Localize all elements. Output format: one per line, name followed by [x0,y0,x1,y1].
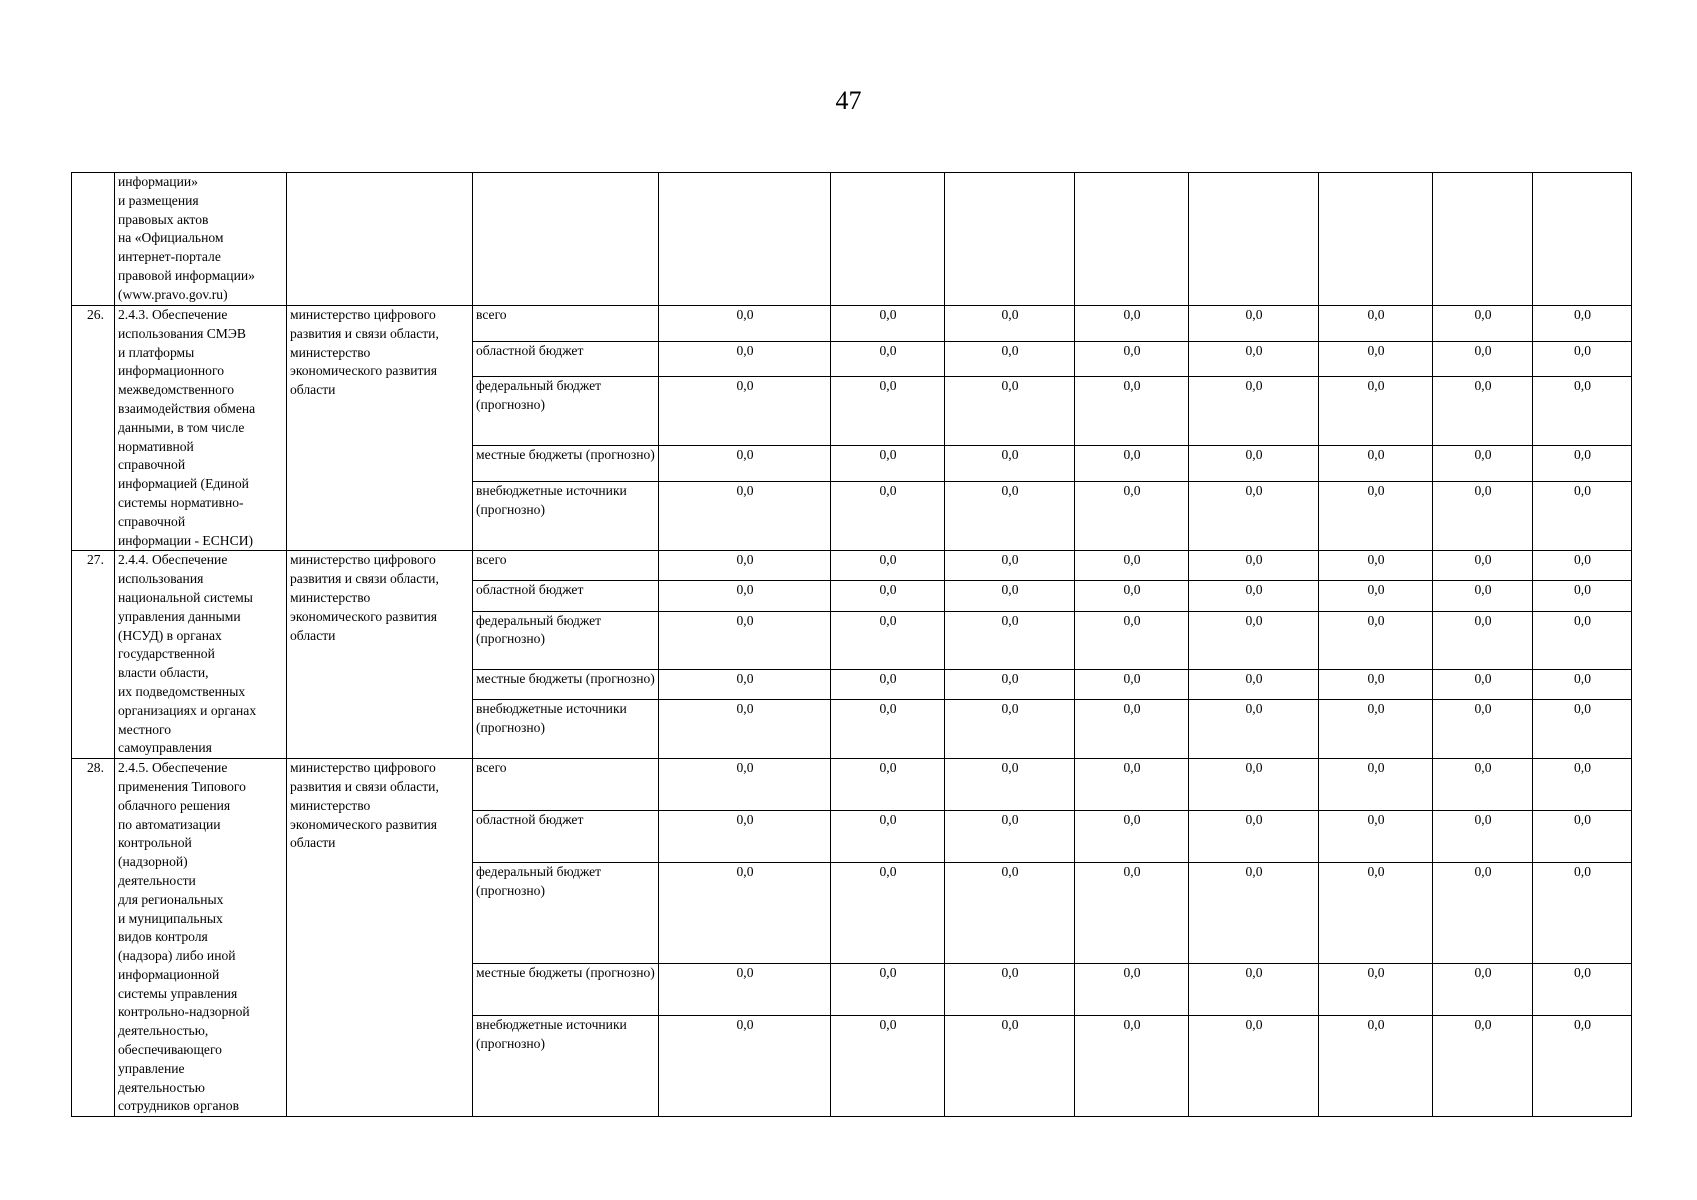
event-name-line: (www.pravo.gov.ru) [118,286,228,302]
event-name-cell [115,759,287,1117]
value-cell: 0,0 [1433,306,1533,342]
value-cell: 0,0 [1433,862,1533,963]
value-cell: 0,0 [659,611,831,670]
event-name-line: сотрудников органов [118,1098,240,1114]
value-cell: 0,0 [1533,551,1632,581]
event-name-line: использования [118,571,204,587]
value-cell: 0,0 [1433,581,1533,611]
value-cell: 0,0 [1533,700,1632,759]
value-cell: 0,0 [1433,1016,1533,1117]
value-cell: 0,0 [1319,551,1433,581]
event-name-line: власти области, [118,665,209,681]
value-cell: 0,0 [831,811,945,863]
event-name-line: использования СМЭВ [118,325,246,341]
event-name-line: 2.4.3. Обеспечение [118,307,228,322]
event-name-line: деятельности [118,872,196,888]
value-cell: 0,0 [1075,482,1189,551]
funding-source-cell: всего [473,306,659,342]
funding-source-cell: федеральный бюджет (прогнозно) [473,862,659,963]
value-cell: 0,0 [945,482,1075,551]
funding-source-cell: областной бюджет [473,581,659,611]
executor-line: министерство цифрового [290,307,436,322]
value-cell: 0,0 [1533,482,1632,551]
value-cell: 0,0 [1433,482,1533,551]
value-cell: 0,0 [659,482,831,551]
empty-cell [473,173,659,306]
value-cell: 0,0 [831,670,945,700]
value-cell: 0,0 [1319,1016,1433,1117]
value-cell: 0,0 [659,811,831,863]
event-name-line: государственной [118,646,215,662]
value-cell: 0,0 [659,581,831,611]
funding-source-cell: местные бюджеты (прогнозно) [473,670,659,700]
event-name-line: информационного [118,363,225,379]
value-cell: 0,0 [1533,862,1632,963]
empty-cell [1533,173,1632,306]
value-cell: 0,0 [1533,341,1632,377]
value-cell: 0,0 [1189,611,1319,670]
value-cell: 0,0 [1433,611,1533,670]
value-cell: 0,0 [945,581,1075,611]
value-cell: 0,0 [831,700,945,759]
event-name-line: деятельностью [118,1079,205,1095]
value-cell: 0,0 [1433,551,1533,581]
value-cell: 0,0 [945,700,1075,759]
event-name-line: (надзора) либо иной [118,948,236,964]
event-name-line: по автоматизации [118,816,221,832]
funding-source-cell: местные бюджеты (прогнозно) [473,446,659,482]
executor-line: министерство цифрового [290,552,436,568]
value-cell: 0,0 [1189,759,1319,811]
event-name-line: их подведомственных [118,683,246,699]
value-cell: 0,0 [1533,611,1632,670]
value-cell: 0,0 [1319,306,1433,342]
value-cell: 0,0 [1533,446,1632,482]
value-cell: 0,0 [945,811,1075,863]
value-cell: 0,0 [659,341,831,377]
value-cell: 0,0 [831,581,945,611]
executor-line: развития и связи области, [290,325,439,341]
event-name-line: обеспечивающего [118,1042,222,1058]
value-cell: 0,0 [945,446,1075,482]
value-cell: 0,0 [1075,581,1189,611]
executor-cell [287,759,473,1117]
value-cell: 0,0 [1189,964,1319,1016]
event-name-line: информацией (Единой [118,476,249,492]
value-cell: 0,0 [1533,670,1632,700]
value-cell: 0,0 [1433,700,1533,759]
value-cell: 0,0 [659,306,831,342]
row-number-cell: 27. [72,551,115,759]
value-cell: 0,0 [1319,482,1433,551]
empty-cell [659,173,831,306]
value-cell: 0,0 [1319,446,1433,482]
executor-line: министерство [290,589,371,605]
value-cell: 0,0 [945,670,1075,700]
value-cell: 0,0 [1075,670,1189,700]
executor-cell [287,306,473,551]
funding-source-cell: всего [473,551,659,581]
value-cell: 0,0 [831,1016,945,1117]
event-name-line: правовой информации» [118,267,255,283]
funding-source-cell: внебюджетные источники (прогнозно) [473,482,659,551]
empty-cell [1075,173,1189,306]
event-name-line: системы управления [118,985,238,1001]
event-name-line: самоуправления [118,740,212,756]
executor-line: развития и связи области, [290,571,439,587]
value-cell: 0,0 [659,1016,831,1117]
funding-source-cell: областной бюджет [473,811,659,863]
value-cell: 0,0 [1075,611,1189,670]
value-cell: 0,0 [1533,811,1632,863]
empty-cell [1319,173,1433,306]
value-cell: 0,0 [1433,964,1533,1016]
event-name-line: на «Официальном [118,230,224,246]
value-cell: 0,0 [659,670,831,700]
value-cell: 0,0 [945,377,1075,446]
row-number-cell [72,173,115,306]
value-cell: 0,0 [945,306,1075,342]
table-body [72,173,1632,1117]
executor-line: области [290,835,336,851]
value-cell: 0,0 [831,862,945,963]
value-cell: 0,0 [831,341,945,377]
event-name-line: местного [118,721,172,737]
value-cell: 0,0 [1189,670,1319,700]
event-name-line: контрольной [118,835,192,851]
event-name-line: контрольно-надзорной [118,1004,250,1020]
event-name-line: организациях и органах [118,702,257,718]
value-cell: 0,0 [1189,551,1319,581]
table-row [72,306,1632,342]
row-number-cell: 26. [72,306,115,551]
value-cell: 0,0 [831,482,945,551]
event-name-line: информационной [118,966,220,982]
funding-source-cell: всего [473,759,659,811]
value-cell: 0,0 [1319,581,1433,611]
continuation-row [72,173,1632,306]
event-name-line: и размещения [118,192,199,208]
value-cell: 0,0 [659,551,831,581]
value-cell: 0,0 [659,964,831,1016]
value-cell: 0,0 [945,611,1075,670]
event-name-cell [115,551,287,759]
value-cell: 0,0 [1189,581,1319,611]
executor-cell [287,551,473,759]
event-name-line: данными, в том числе [118,419,245,435]
value-cell: 0,0 [1075,306,1189,342]
event-name-line: интернет-портале [118,249,221,265]
value-cell: 0,0 [945,341,1075,377]
value-cell: 0,0 [659,377,831,446]
event-name-line: справочной [118,457,186,473]
value-cell: 0,0 [1319,964,1433,1016]
executor-line: экономического развития [290,363,437,379]
value-cell: 0,0 [1075,1016,1189,1117]
value-cell: 0,0 [945,1016,1075,1117]
value-cell: 0,0 [1433,446,1533,482]
value-cell: 0,0 [1075,341,1189,377]
event-name-line: (надзорной) [118,854,188,870]
value-cell: 0,0 [1319,611,1433,670]
value-cell: 0,0 [1533,1016,1632,1117]
value-cell: 0,0 [831,611,945,670]
value-cell: 0,0 [945,759,1075,811]
event-name-line: видов контроля [118,929,208,945]
value-cell: 0,0 [945,862,1075,963]
value-cell: 0,0 [1433,341,1533,377]
value-cell: 0,0 [1319,341,1433,377]
value-cell: 0,0 [831,964,945,1016]
executor-line: министерство цифрового [290,760,436,776]
value-cell: 0,0 [1075,700,1189,759]
event-name-line: национальной системы [118,589,253,605]
value-cell: 0,0 [1189,377,1319,446]
funding-source-cell: местные бюджеты (прогнозно) [473,964,659,1016]
funding-source-cell: федеральный бюджет (прогнозно) [473,377,659,446]
value-cell: 0,0 [831,551,945,581]
value-cell: 0,0 [1189,1016,1319,1117]
table-row [72,551,1632,581]
value-cell: 0,0 [831,306,945,342]
event-name-line: и платформы [118,344,195,360]
value-cell: 0,0 [1433,811,1533,863]
empty-cell [945,173,1075,306]
empty-cell [287,173,473,306]
event-name-line: справочной [118,513,186,529]
value-cell: 0,0 [1189,862,1319,963]
executor-line: министерство [290,797,371,813]
event-name-line: межведомственного [118,382,235,398]
funding-source-cell: внебюджетные источники (прогнозно) [473,700,659,759]
event-name-line: применения Типового [118,778,246,794]
row-number-cell: 28. [72,759,115,1117]
event-name-cell [115,173,287,306]
value-cell: 0,0 [1319,670,1433,700]
funding-source-cell: федеральный бюджет (прогнозно) [473,611,659,670]
empty-cell [1189,173,1319,306]
value-cell: 0,0 [1533,964,1632,1016]
value-cell: 0,0 [1433,759,1533,811]
executor-line: министерство [290,344,371,360]
event-name-line: взаимодействия обмена [118,400,256,416]
event-name-line: управление [118,1060,185,1076]
value-cell: 0,0 [1189,446,1319,482]
page-number: 47 [835,86,862,115]
value-cell: 0,0 [1319,811,1433,863]
value-cell: 0,0 [1075,551,1189,581]
budget-table [71,172,1632,1117]
value-cell: 0,0 [945,551,1075,581]
value-cell: 0,0 [659,446,831,482]
event-name-line: 2.4.4. Обеспечение [118,552,228,568]
value-cell: 0,0 [1433,670,1533,700]
executor-line: экономического развития [290,608,437,624]
executor-line: развития и связи области, [290,778,439,794]
value-cell: 0,0 [1533,377,1632,446]
event-name-line: информации - ЕСНСИ) [118,532,254,548]
value-cell: 0,0 [1189,306,1319,342]
value-cell: 0,0 [1189,341,1319,377]
value-cell: 0,0 [1189,700,1319,759]
value-cell: 0,0 [1533,306,1632,342]
value-cell: 0,0 [1319,862,1433,963]
value-cell: 0,0 [1319,759,1433,811]
value-cell: 0,0 [1189,482,1319,551]
value-cell: 0,0 [831,377,945,446]
event-name-line: облачного решения [118,797,231,813]
value-cell: 0,0 [831,759,945,811]
value-cell: 0,0 [1189,811,1319,863]
empty-cell [1433,173,1533,306]
value-cell: 0,0 [659,759,831,811]
funding-source-cell: внебюджетные источники (прогнозно) [473,1016,659,1117]
executor-line: экономического развития [290,816,437,832]
executor-line: области [290,627,336,643]
event-name-line: деятельностью, [118,1023,209,1039]
value-cell: 0,0 [831,446,945,482]
value-cell: 0,0 [659,700,831,759]
value-cell: 0,0 [1533,759,1632,811]
executor-line: области [290,382,336,398]
funding-source-cell: областной бюджет [473,341,659,377]
event-name-line: для региональных [118,891,224,907]
table-row [72,759,1632,811]
value-cell: 0,0 [1433,377,1533,446]
value-cell: 0,0 [1075,759,1189,811]
event-name-line: нормативной [118,438,194,454]
event-name-line: системы нормативно- [118,494,244,510]
event-name-line: и муниципальных [118,910,223,926]
value-cell: 0,0 [1075,964,1189,1016]
event-name-line: 2.4.5. Обеспечение [118,760,228,776]
event-name-cell [115,306,287,551]
event-name-line: правовых актов [118,211,209,227]
value-cell: 0,0 [1319,377,1433,446]
value-cell: 0,0 [1533,581,1632,611]
empty-cell [831,173,945,306]
event-name-line: (НСУД) в органах [118,627,222,643]
value-cell: 0,0 [1075,446,1189,482]
value-cell: 0,0 [1075,862,1189,963]
event-name-line: управления данными [118,608,241,624]
event-name-line: информации» [118,174,198,189]
value-cell: 0,0 [1319,700,1433,759]
value-cell: 0,0 [659,862,831,963]
value-cell: 0,0 [1075,811,1189,863]
value-cell: 0,0 [945,964,1075,1016]
value-cell: 0,0 [1075,377,1189,446]
